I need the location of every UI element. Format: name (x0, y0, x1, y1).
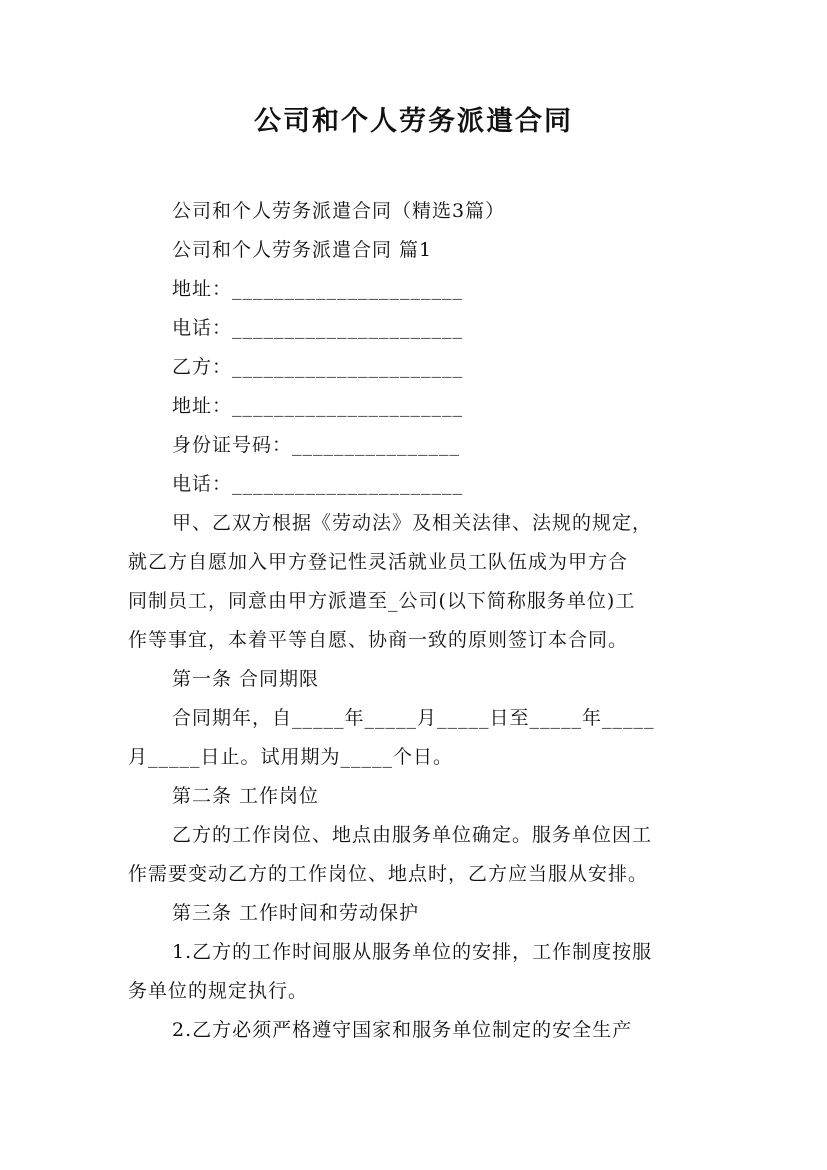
paragraph-line: 1.乙方的工作时间服从服务单位的安排，工作制度按服 (172, 941, 653, 963)
phone-field-b: 电话：______________________ (172, 473, 464, 495)
paragraph-line: 月_____日止。试用期为_____个日。 (128, 746, 454, 768)
paragraph-line: 甲、乙双方根据《劳动法》及相关法律、法规的规定， (172, 512, 653, 534)
address-field: 地址：______________________ (172, 278, 464, 300)
document-subtitle: 公司和个人劳务派遣合同（精选3篇） (172, 200, 506, 222)
phone-field: 电话：______________________ (172, 317, 464, 339)
section-heading: 公司和个人劳务派遣合同 篇1 (172, 239, 433, 261)
document-title: 公司和个人劳务派遣合同 (254, 106, 573, 137)
id-number-field: 身份证号码：________________ (172, 434, 461, 456)
article-heading: 第一条 合同期限 (172, 668, 320, 690)
paragraph-line: 作等事宜，本着平等自愿、协商一致的原则签订本合同。 (128, 629, 629, 651)
paragraph-line: 同制员工，同意由甲方派遣至_公司(以下简称服务单位)工 (128, 590, 636, 612)
paragraph-line: 就乙方自愿加入甲方登记性灵活就业员工队伍成为甲方合 (128, 551, 629, 573)
address-field-b: 地址：______________________ (172, 395, 464, 417)
article-heading: 第三条 工作时间和劳动保护 (172, 902, 420, 924)
article-heading: 第二条 工作岗位 (172, 785, 320, 807)
paragraph-line: 乙方的工作岗位、地点由服务单位确定。服务单位因工 (172, 824, 653, 846)
paragraph-line: 务单位的规定执行。 (128, 980, 309, 1002)
paragraph-line: 合同期年，自_____年_____月_____日至_____年_____ (172, 707, 655, 729)
party-b-field: 乙方：______________________ (172, 356, 464, 378)
paragraph-line: 2.乙方必须严格遵守国家和服务单位制定的安全生产 (172, 1019, 633, 1041)
paragraph-line: 作需要变动乙方的工作岗位、地点时，乙方应当服从安排。 (128, 863, 649, 885)
